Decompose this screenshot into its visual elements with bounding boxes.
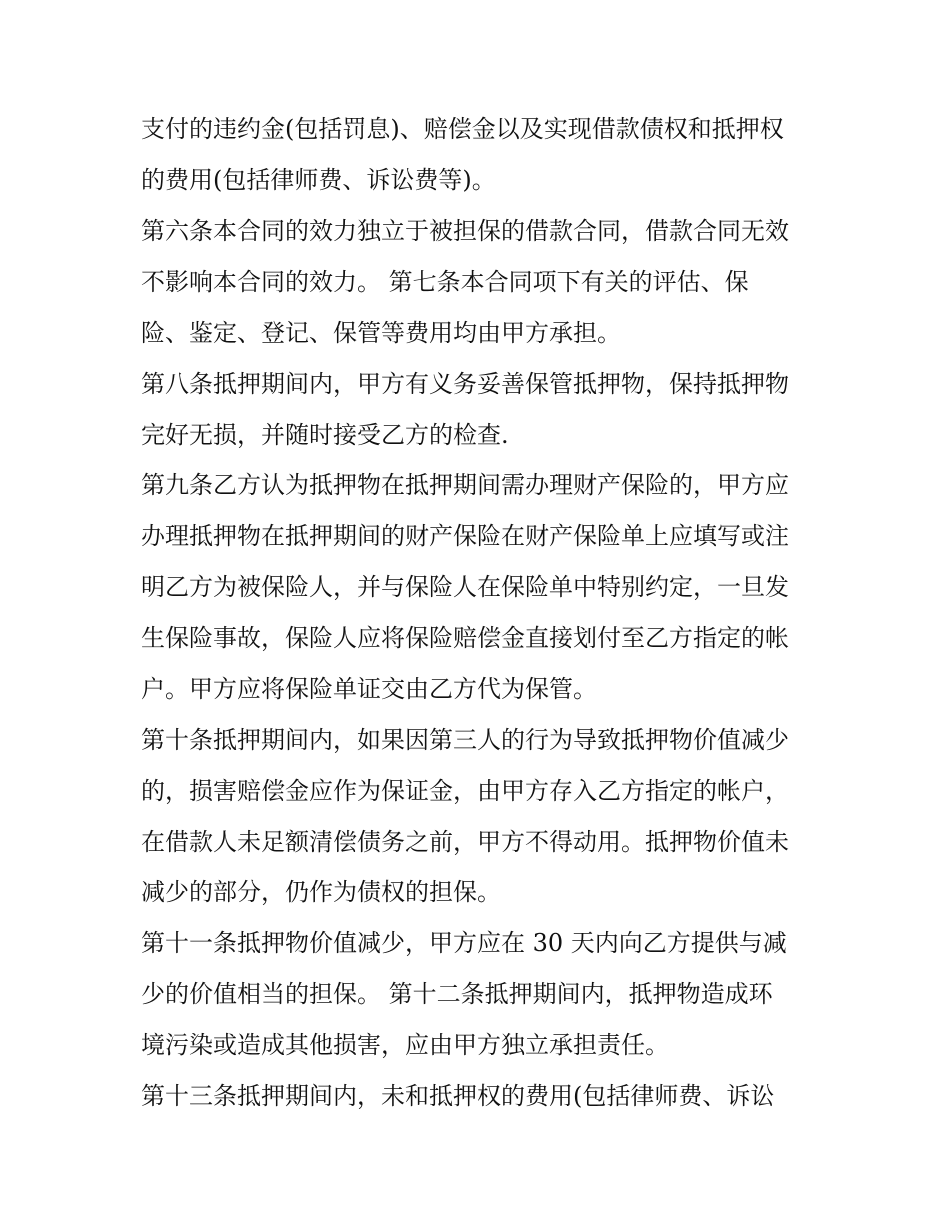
text-line-10: 明乙方为被保险人，并与保险人在保险单中特别约定，一旦发 <box>141 573 789 601</box>
text-line-4: 不影响本合同的效力。 第七条本合同项下有关的评估、保 <box>141 268 749 296</box>
text-line-17: 第十一条抵押物价值减少，甲方应在 30 天内向乙方提供与减 <box>141 929 787 957</box>
text-line-2: 的费用(包括律师费、诉讼费等)。 <box>141 166 496 194</box>
text-line-11: 生保险事故，保险人应将保险赔偿金直接划付至乙方指定的帐 <box>141 624 789 652</box>
text-line-12: 户。甲方应将保险单证交由乙方代为保管。 <box>141 675 597 703</box>
text-line-20: 第十三条抵押期间内，未和抵押权的费用(包括律师费、诉讼 <box>141 1082 775 1110</box>
text-line-15: 在借款人未足额清偿债务之前，甲方不得动用。抵押物价值未 <box>141 828 789 856</box>
text-line-3: 第六条本合同的效力独立于被担保的借款合同，借款合同无效 <box>141 217 789 245</box>
text-line-14: 的，损害赔偿金应作为保证金，由甲方存入乙方指定的帐户， <box>141 777 789 805</box>
text-line-7: 完好无损，并随时接受乙方的检查. <box>141 421 509 449</box>
text-line-8: 第九条乙方认为抵押物在抵押期间需办理财产保险的，甲方应 <box>141 471 789 499</box>
text-line-18: 少的价值相当的担保。 第十二条抵押期间内，抵押物造成环 <box>141 980 773 1008</box>
text-line-1: 支付的违约金(包括罚息)、赔偿金以及实现借款债权和抵押权 <box>141 115 784 143</box>
text-line-6: 第八条抵押期间内，甲方有义务妥善保管抵押物，保持抵押物 <box>141 370 789 398</box>
text-line-19: 境污染或造成其他损害，应由甲方独立承担责任。 <box>141 1031 669 1059</box>
text-line-13: 第十条抵押期间内，如果因第三人的行为导致抵押物价值减少 <box>141 726 789 754</box>
text-line-9: 办理抵押物在抵押期间的财产保险在财产保险单上应填写或注 <box>141 522 789 550</box>
text-line-5: 险、鉴定、登记、保管等费用均由甲方承担。 <box>141 319 621 347</box>
text-line-16: 减少的部分，仍作为债权的担保。 <box>141 878 501 906</box>
